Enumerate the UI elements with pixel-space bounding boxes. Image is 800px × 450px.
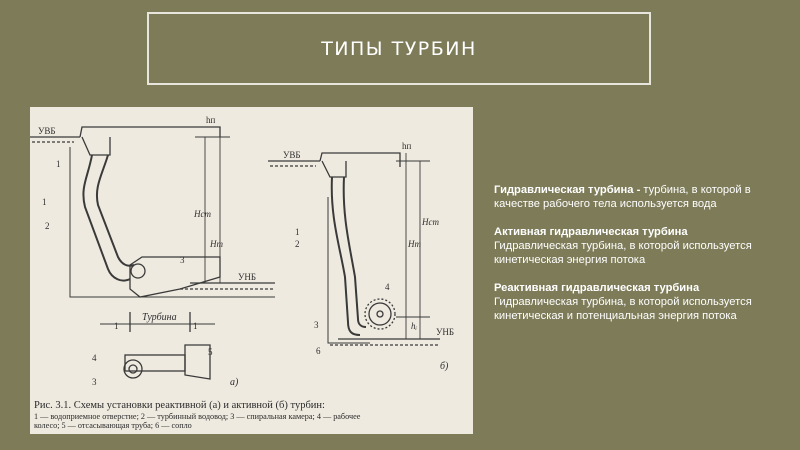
caption-main: Рис. 3.1. Схемы установки реактивной (а) и активной (б) турбин:: [34, 400, 325, 411]
label-b6: 6: [316, 346, 321, 356]
spiral-casing-a: [131, 264, 145, 278]
figure-caption: [34, 400, 472, 430]
penstock-outer-a: [83, 155, 130, 281]
definition-reactive-turbine: [494, 281, 794, 323]
label-unb-b: УНБ: [436, 327, 455, 337]
plan-draft-tube: [185, 345, 210, 379]
label-mark-b: б): [440, 361, 449, 372]
dam-top-b: [320, 153, 400, 167]
label-n3: 3: [180, 255, 185, 265]
label-n3b: 3: [92, 377, 97, 387]
definition-hydro-turbine-text: турбина, в которой в качестве рабочего тела используется вода: [494, 184, 751, 210]
label-hi-b: hᵢ: [411, 321, 417, 331]
term-hydro-turbine: Гидравлическая турбина -: [494, 184, 641, 196]
label-ht-b: Hт: [408, 239, 421, 249]
label-b4: 4: [385, 282, 390, 292]
body-active-turbine: Гидравлическая турбина, в которой используется кинетическая энергия потока: [494, 240, 752, 266]
plan-pipe: [125, 355, 185, 371]
definition-hydro-turbine: [494, 183, 794, 211]
slide-title: ТИПЫ ТУРБИН: [321, 37, 477, 60]
label-n5: 5: [208, 347, 213, 357]
label-uvb-b: УВБ: [283, 150, 301, 160]
heading-reactive-turbine: Реактивная гидравлическая турбина: [494, 282, 700, 294]
turbine-scheme-figure: [30, 107, 473, 434]
intake-a: [82, 137, 110, 155]
heading-active-turbine: Активная гидравлическая турбина: [494, 226, 688, 238]
dam-top-a: [80, 127, 220, 137]
penstock-outer-b: [332, 177, 360, 335]
label-ht-a: Hт: [210, 239, 223, 249]
penstock-inner-a: [97, 155, 134, 266]
label-b2: 2: [295, 239, 300, 249]
powerhouse-a: [130, 257, 220, 297]
label-b1: 1: [295, 227, 300, 237]
label-hst-a: Hст: [194, 209, 211, 219]
label-mark-a: а): [230, 377, 239, 388]
intake-b: [322, 161, 346, 177]
label-hn-b: hп: [402, 141, 412, 151]
label-b3: 3: [314, 320, 319, 330]
label-uvb-a: УВБ: [38, 126, 56, 136]
body-reactive-turbine: Гидравлическая турбина, в которой используется кинетическая и потенциальная энергия потока: [494, 296, 752, 322]
plan-casing: [124, 360, 142, 378]
label-n1c: 1: [114, 321, 119, 331]
label-n1a: 1: [56, 159, 61, 169]
runner-wheel-b: [369, 303, 391, 325]
label-hn-a: hп: [206, 115, 216, 125]
label-n1d: 1: [193, 321, 198, 331]
title-box: [147, 12, 651, 85]
label-n1b: 1: [42, 197, 47, 207]
definitions-panel: [494, 183, 794, 337]
definition-active-turbine: [494, 225, 794, 267]
caption-line-2: колесо; 5 — отсасывающая труба; 6 — сопло: [34, 421, 192, 430]
label-unb-a: УНБ: [238, 272, 257, 282]
label-n4: 4: [92, 353, 97, 363]
turbine-diagram: [30, 107, 473, 434]
label-hst-b: Hст: [422, 217, 439, 227]
caption-line-1: 1 — водоприемное отверстие; 2 — турбинный водовод; 3 — спиральная камера; 4 — рабочее: [34, 412, 361, 421]
label-n2: 2: [45, 221, 50, 231]
label-turbina: Турбина: [142, 312, 177, 323]
